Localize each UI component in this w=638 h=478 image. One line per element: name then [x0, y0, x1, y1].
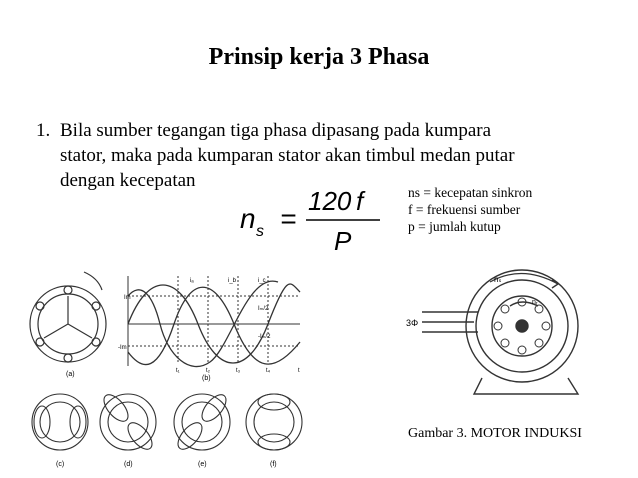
bullet-number: 1.: [36, 120, 51, 141]
slide-title: Prinsip kerja 3 Phasa: [208, 44, 430, 70]
label-c: (c): [56, 461, 65, 468]
time-tick-4: t₄: [266, 368, 271, 374]
formula-lhs-sub: s: [256, 223, 264, 240]
stator-snapshot-f: [246, 394, 302, 450]
stator-snapshot-c: [32, 394, 88, 450]
waveform-b: [128, 276, 300, 367]
stator-snapshot-e: [174, 391, 231, 454]
paragraph-line-3: dengan kecepatan: [60, 170, 196, 191]
formula-numerator: 120: [308, 186, 352, 216]
formula-equals: =: [280, 203, 297, 234]
label-b: (b): [202, 375, 211, 382]
label-f: (f): [270, 461, 277, 468]
variable-definitions: [408, 184, 532, 235]
wave-label-half: Iₘ/2: [258, 306, 269, 312]
nr-label: nᵣ: [532, 299, 538, 306]
winding-figure: [28, 262, 310, 472]
definition-p: p = jumlah kutup: [408, 219, 501, 234]
stator-diagram-a: [30, 272, 106, 362]
formula-denominator: P: [334, 226, 352, 256]
time-tick-3: t₃: [236, 368, 241, 374]
wave-label-neg-im: -Im: [118, 345, 127, 351]
ns-label: nₛ: [494, 275, 502, 284]
stator-snapshot-d: [100, 391, 157, 454]
motor-figure: [382, 260, 622, 426]
label-d: (d): [124, 461, 133, 468]
wave-label-neg-half: -Iₘ/2: [258, 334, 271, 340]
wave-series-b: i_b: [228, 278, 237, 284]
supply-label: 3Φ: [406, 318, 419, 328]
definition-ns: ns = kecepatan sinkron: [408, 185, 533, 200]
wave-label-im: Im: [124, 295, 131, 301]
paragraph-line-2: stator, maka pada kumparan stator akan timbul medan putar: [60, 145, 515, 166]
figure-caption: Gambar 3. MOTOR INDUKSI: [408, 426, 582, 441]
label-e: (e): [198, 461, 207, 468]
wave-series-c: i_c: [258, 278, 266, 284]
time-tick-t: t: [298, 368, 300, 374]
definition-f: f = frekuensi sumber: [408, 202, 521, 217]
wave-series-a: iₐ: [190, 278, 194, 284]
formula-lhs: n: [240, 203, 256, 234]
paragraph-line-1: Bila sumber tegangan tiga phasa dipasang pada kumpara: [60, 120, 492, 141]
formula-numerator-var: f: [356, 186, 364, 216]
label-a: (a): [66, 371, 75, 378]
speed-formula: [238, 180, 388, 260]
time-tick-1: t₁: [176, 368, 180, 374]
motor-drawing: [422, 270, 578, 394]
time-tick-2: t₂: [206, 368, 210, 374]
